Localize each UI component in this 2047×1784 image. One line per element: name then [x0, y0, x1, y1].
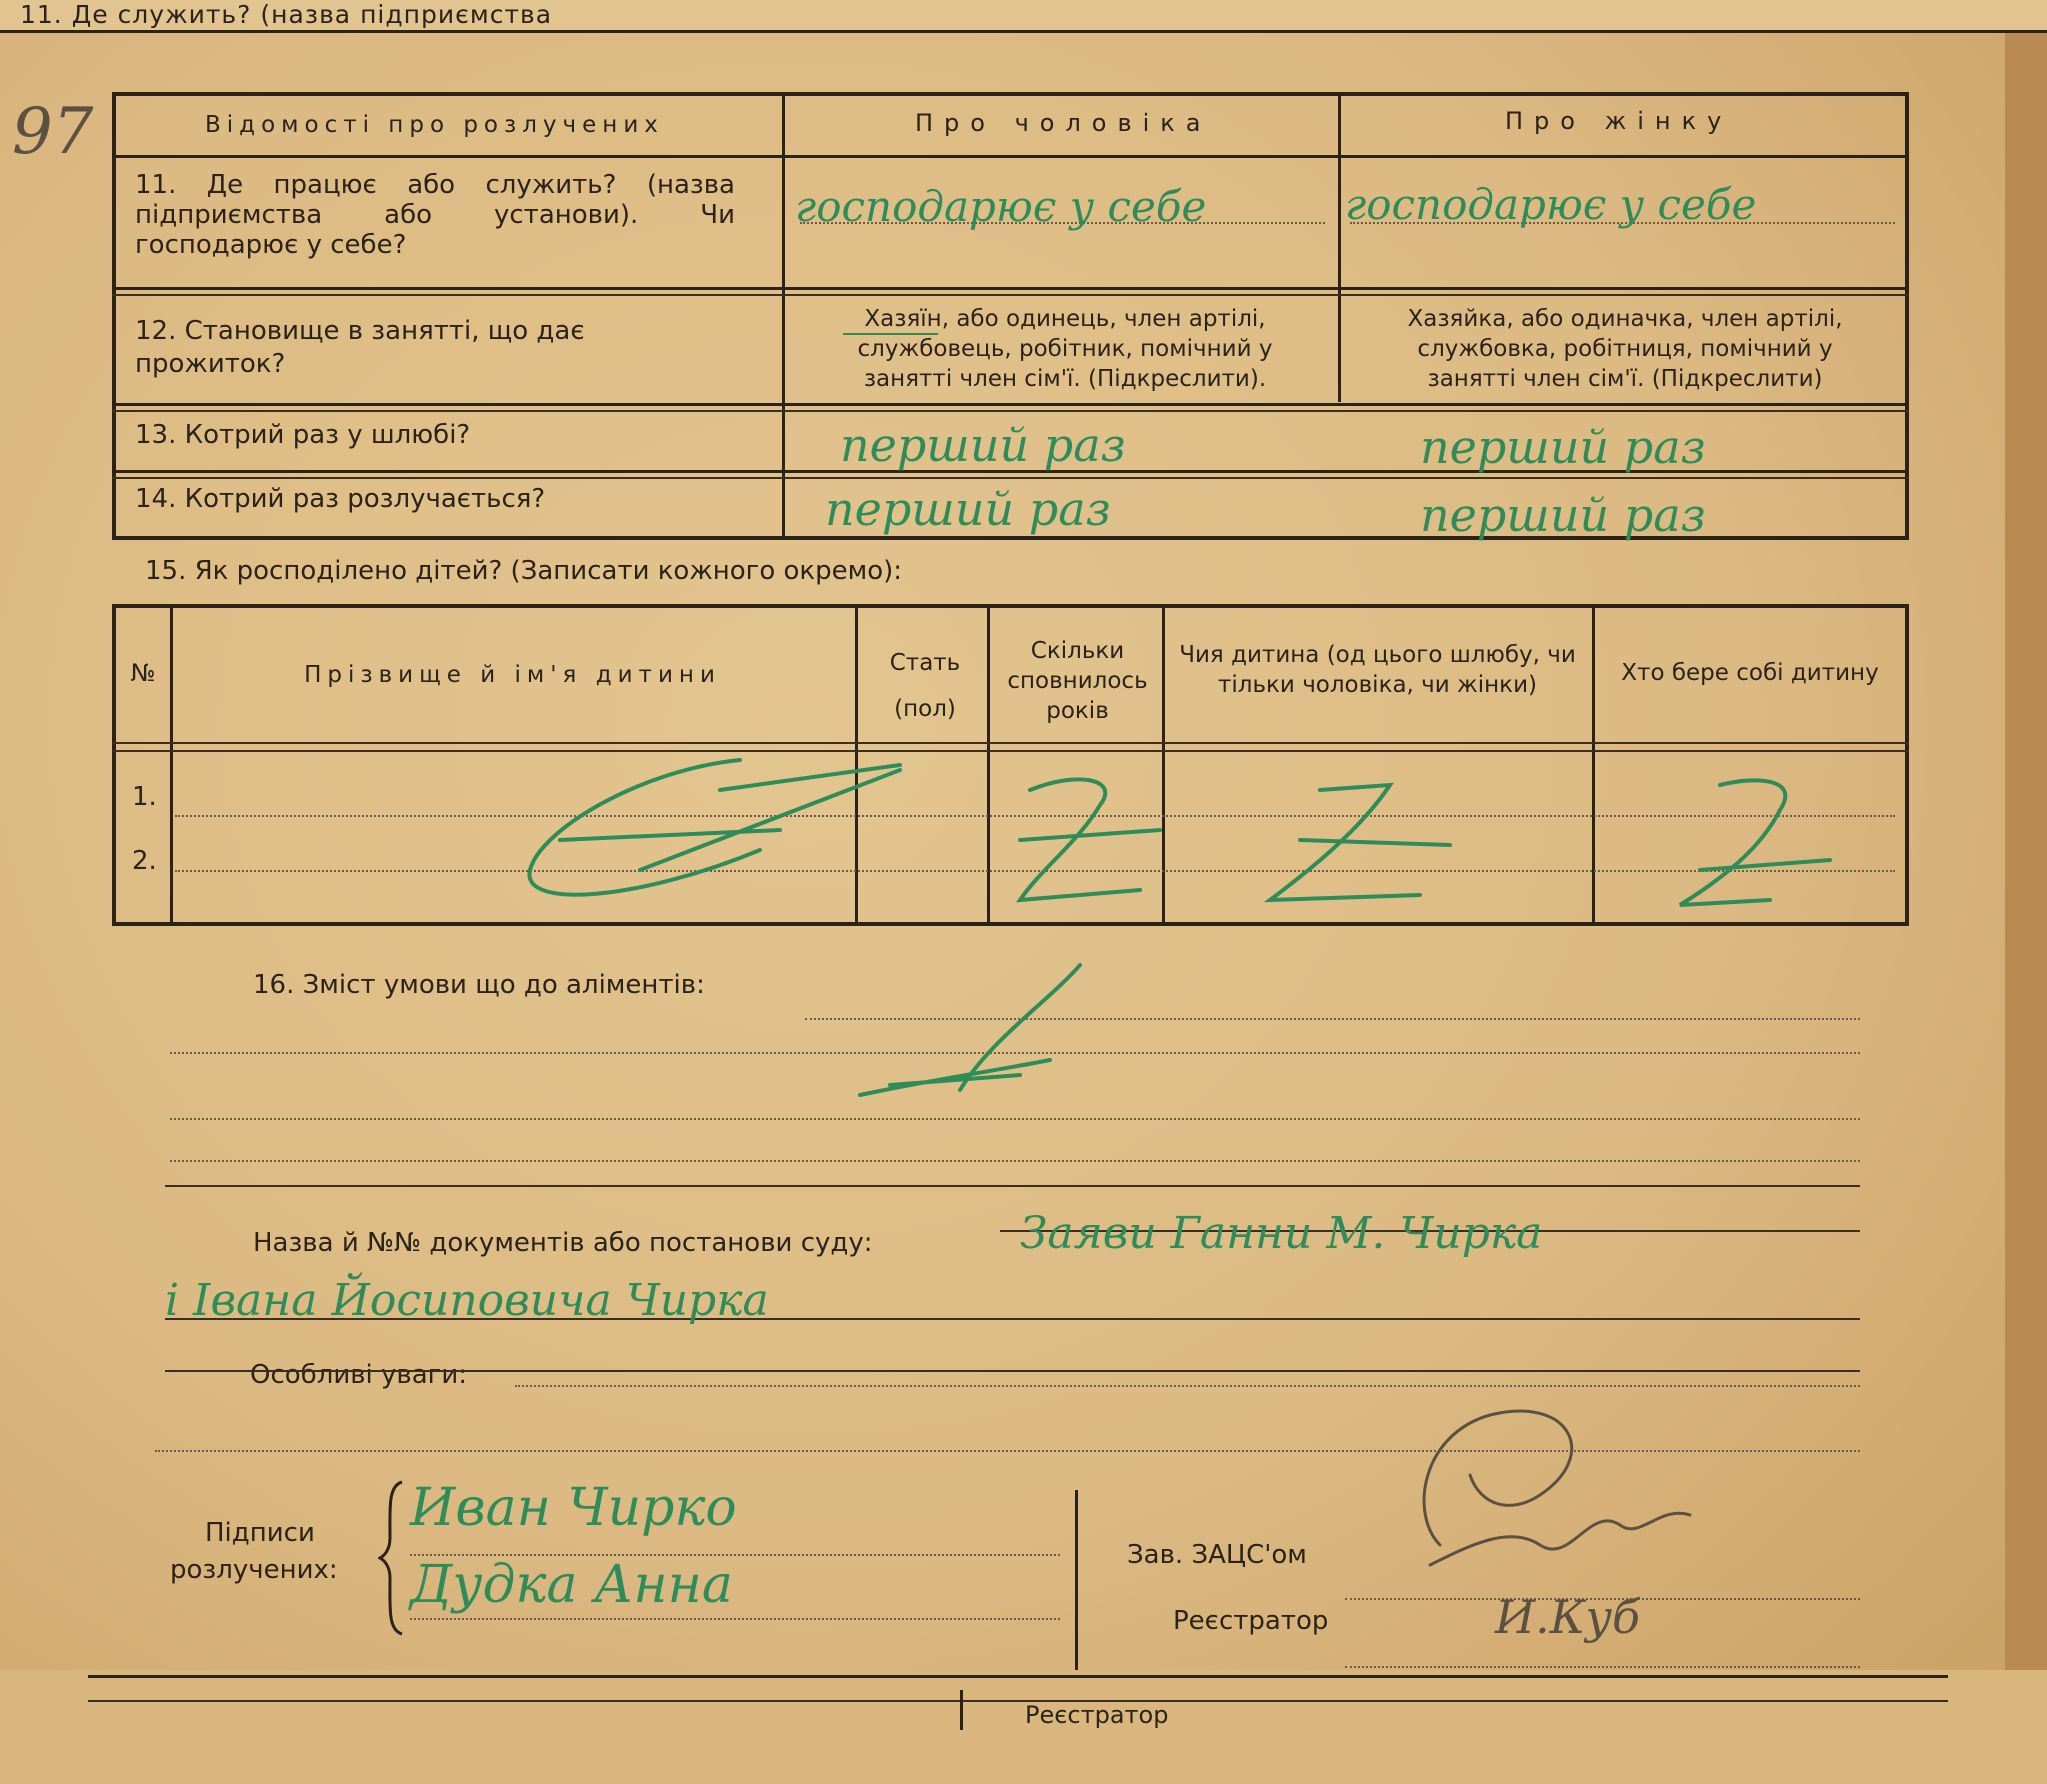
child-row-2: 2. — [132, 846, 157, 876]
signatures-label-line2: розлучених: — [170, 1555, 338, 1585]
wife-signature: Дудка Анна — [410, 1555, 733, 1615]
alimony-label: 16. Зміст умови що до аліментів: — [253, 970, 705, 1000]
header-about-wife: Про жінку — [1505, 107, 1733, 135]
col-header-who-takes: Хто бере собі дитину — [1621, 660, 1879, 686]
col-header-age: Скільки сповнилось років — [1007, 638, 1148, 724]
header-divorced-info: Відомості про розлучених — [205, 112, 664, 138]
question-11: 11. Де працює або служить? (назва підприємства або установи). Чи господарює у себе? — [135, 170, 735, 260]
col-header-sex: Стать (пол) — [889, 650, 961, 722]
documents-value-line2: і Івана Йосиповича Чирка — [165, 1275, 769, 1326]
husband-divorce-count: перший раз — [825, 482, 1111, 536]
bottom-registrar-label: Реєстратор — [1025, 1701, 1169, 1729]
signatures-brace — [378, 1478, 408, 1638]
col-header-child-name: Прізвище й ім'я дитини — [304, 662, 721, 688]
children-section-title: 15. Як росподілено дітей? (Записати кожного окремо): — [145, 556, 903, 586]
col-header-whose-child: Чия дитина (од цього шлюбу, чи тільки чоловіка, чи жінки) — [1179, 642, 1576, 698]
notes-label: Особливі уваги: — [250, 1360, 467, 1390]
top-strip-text: 11. Де служить? (назва підприємства — [20, 0, 553, 29]
head-signature — [1370, 1395, 1730, 1595]
page-number: 97 — [12, 95, 94, 169]
documents-label: Назва й №№ документів або постанови суду: — [253, 1228, 873, 1258]
top-strip — [0, 0, 2047, 33]
head-of-registry-label: Зав. ЗАЦС'ом — [1127, 1540, 1307, 1570]
alimony-strike-mark — [850, 960, 1110, 1110]
wife-occupation-status: Хазяйка, або одиначка, член артілі, службовка, робітниця, помічний у занятті член сім'ї. (Підкреслити) — [1407, 306, 1843, 392]
children-strike-marks — [520, 720, 1920, 950]
signatures-label-line1: Підписи — [205, 1518, 315, 1548]
registrar-signature: И.Куб — [1495, 1590, 1641, 1644]
question-13: 13. Котрий раз у шлюбі? — [135, 420, 471, 450]
col-header-number: № — [130, 659, 156, 687]
child-row-1: 1. — [132, 782, 157, 812]
wife-workplace: господарює у себе — [1345, 180, 1757, 229]
registrar-label: Реєстратор — [1173, 1606, 1329, 1636]
question-12: 12. Становище в занятті, що дає прожиток? — [135, 316, 585, 379]
documents-value-line1: Заяви Ганни М. Чирка — [1020, 1208, 1543, 1259]
husband-signature: Иван Чирко — [410, 1478, 737, 1538]
wife-marriage-count: перший раз — [1420, 420, 1706, 474]
bottom-strip — [0, 1670, 2047, 1784]
husband-marriage-count: перший раз — [840, 418, 1126, 472]
question-14: 14. Котрий раз розлучається? — [135, 484, 546, 514]
underline-khazyain — [843, 333, 938, 335]
husband-workplace: господарює у себе — [795, 182, 1207, 231]
header-about-husband: Про чоловіка — [915, 109, 1212, 137]
husband-occupation-status: Хазяїн, або одинець, член артілі, службовець, робітник, помічний у занятті член сім'ї. (Підкреслити). — [857, 306, 1273, 392]
wife-divorce-count: перший раз — [1420, 488, 1706, 542]
